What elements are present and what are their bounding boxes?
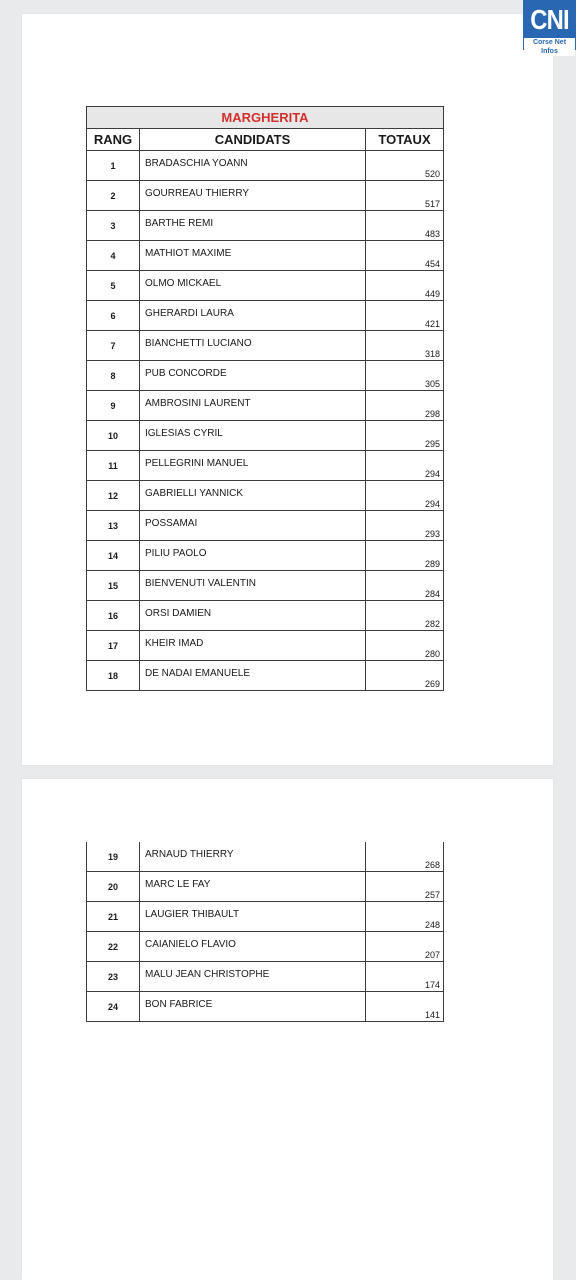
candidate-name-cell: KHEIR IMAD	[140, 631, 366, 661]
total-cell: 280	[366, 631, 444, 661]
header-rank: RANG	[87, 129, 140, 151]
cni-logo	[523, 0, 576, 55]
rank-cell: 5	[87, 271, 140, 301]
total-cell: 294	[366, 481, 444, 511]
table-row	[87, 211, 444, 241]
table-row	[87, 301, 444, 331]
rank-cell: 21	[87, 902, 140, 932]
rank-cell: 13	[87, 511, 140, 541]
total-cell: 454	[366, 241, 444, 271]
table-row	[87, 571, 444, 601]
candidate-name-cell: AMBROSINI LAURENT	[140, 391, 366, 421]
total-cell: 248	[366, 902, 444, 932]
rank-cell: 8	[87, 361, 140, 391]
rank-cell: 4	[87, 241, 140, 271]
total-cell: 174	[366, 962, 444, 992]
results-table-continued	[86, 842, 444, 1022]
total-cell: 421	[366, 301, 444, 331]
table-row	[87, 661, 444, 691]
candidate-name-cell: BARTHE REMI	[140, 211, 366, 241]
candidate-name-cell: ORSI DAMIEN	[140, 601, 366, 631]
total-cell: 520	[366, 151, 444, 181]
total-cell: 517	[366, 181, 444, 211]
total-cell: 257	[366, 872, 444, 902]
rank-cell: 2	[87, 181, 140, 211]
candidate-name-cell: POSSAMAI	[140, 511, 366, 541]
document-page-1	[22, 14, 553, 765]
total-cell: 289	[366, 541, 444, 571]
candidate-name-cell: GHERARDI LAURA	[140, 301, 366, 331]
candidate-name-cell: BIENVENUTI VALENTIN	[140, 571, 366, 601]
candidate-name-cell: MATHIOT MAXIME	[140, 241, 366, 271]
rank-cell: 11	[87, 451, 140, 481]
rank-cell: 10	[87, 421, 140, 451]
rank-cell: 24	[87, 992, 140, 1022]
candidate-name-cell: GABRIELLI YANNICK	[140, 481, 366, 511]
table-title: MARGHERITA	[87, 107, 444, 129]
table-row	[87, 241, 444, 271]
table-row	[87, 331, 444, 361]
logo-text: CNI	[530, 4, 569, 35]
rank-cell: 7	[87, 331, 140, 361]
table-row	[87, 992, 444, 1022]
results-body-page-2	[87, 842, 444, 1022]
candidate-name-cell: PILIU PAOLO	[140, 541, 366, 571]
candidate-name-cell: ARNAUD THIERRY	[140, 842, 366, 872]
results-body-page-1	[87, 151, 444, 691]
table-row	[87, 271, 444, 301]
candidate-name-cell: PUB CONCORDE	[140, 361, 366, 391]
candidate-name-cell: GOURREAU THIERRY	[140, 181, 366, 211]
candidate-name-cell: LAUGIER THIBAULT	[140, 902, 366, 932]
rank-cell: 9	[87, 391, 140, 421]
table-row	[87, 631, 444, 661]
rank-cell: 23	[87, 962, 140, 992]
table-row	[87, 361, 444, 391]
table-row	[87, 902, 444, 932]
total-cell: 282	[366, 601, 444, 631]
logo-subtitle: Corse Net Infos	[524, 38, 575, 56]
table-row	[87, 932, 444, 962]
rank-cell: 12	[87, 481, 140, 511]
candidate-name-cell: BIANCHETTI LUCIANO	[140, 331, 366, 361]
candidate-name-cell: MALU JEAN CHRISTOPHE	[140, 962, 366, 992]
rank-cell: 14	[87, 541, 140, 571]
rank-cell: 6	[87, 301, 140, 331]
total-cell: 298	[366, 391, 444, 421]
results-table	[86, 106, 444, 691]
rank-cell: 20	[87, 872, 140, 902]
rank-cell: 18	[87, 661, 140, 691]
table-row	[87, 151, 444, 181]
rank-cell: 16	[87, 601, 140, 631]
table-row	[87, 511, 444, 541]
table-row	[87, 842, 444, 872]
total-cell: 294	[366, 451, 444, 481]
rank-cell: 22	[87, 932, 140, 962]
rank-cell: 15	[87, 571, 140, 601]
rank-cell: 1	[87, 151, 140, 181]
table-row	[87, 481, 444, 511]
candidate-name-cell: PELLEGRINI MANUEL	[140, 451, 366, 481]
header-totals: TOTAUX	[366, 129, 444, 151]
total-cell: 141	[366, 992, 444, 1022]
candidate-name-cell: OLMO MICKAEL	[140, 271, 366, 301]
total-cell: 449	[366, 271, 444, 301]
candidate-name-cell: MARC LE FAY	[140, 872, 366, 902]
rank-cell: 17	[87, 631, 140, 661]
total-cell: 295	[366, 421, 444, 451]
candidate-name-cell: DE NADAI EMANUELE	[140, 661, 366, 691]
total-cell: 284	[366, 571, 444, 601]
rank-cell: 3	[87, 211, 140, 241]
table-row	[87, 962, 444, 992]
candidate-name-cell: CAIANIELO FLAVIO	[140, 932, 366, 962]
table-row	[87, 451, 444, 481]
table-row	[87, 601, 444, 631]
candidate-name-cell: BRADASCHIA YOANN	[140, 151, 366, 181]
table-row	[87, 391, 444, 421]
total-cell: 483	[366, 211, 444, 241]
total-cell: 305	[366, 361, 444, 391]
rank-cell: 19	[87, 842, 140, 872]
total-cell: 268	[366, 842, 444, 872]
total-cell: 293	[366, 511, 444, 541]
table-row	[87, 872, 444, 902]
table-row	[87, 421, 444, 451]
document-page-2	[22, 779, 553, 1280]
total-cell: 318	[366, 331, 444, 361]
table-row	[87, 541, 444, 571]
total-cell: 269	[366, 661, 444, 691]
header-candidates: CANDIDATS	[140, 129, 366, 151]
candidate-name-cell: BON FABRICE	[140, 992, 366, 1022]
candidate-name-cell: IGLESIAS CYRIL	[140, 421, 366, 451]
total-cell: 207	[366, 932, 444, 962]
table-row	[87, 181, 444, 211]
